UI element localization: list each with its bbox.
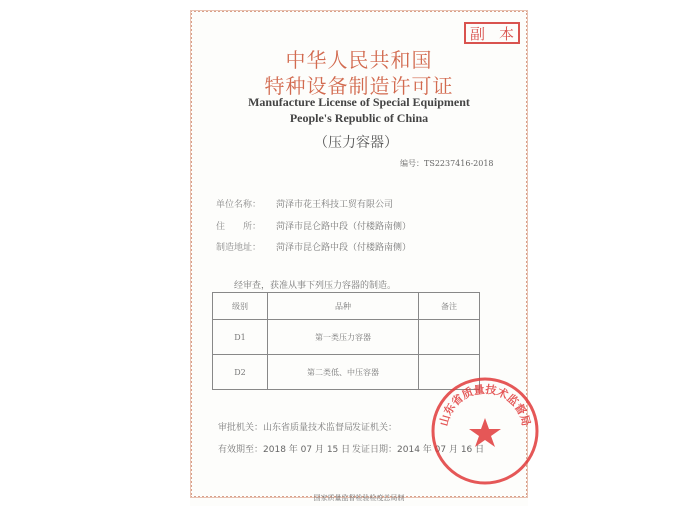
approval-authority-label: 审批机关： — [218, 423, 264, 433]
approval-authority — [218, 420, 353, 433]
title-en-line2: People's Republic of China — [289, 111, 429, 125]
official-seal-icon — [430, 376, 540, 486]
valid-until-value: 2018 年 07 月 15 日 — [263, 445, 351, 455]
field-label: 住 所： — [216, 222, 262, 232]
copy-stamp-char-2: 本 — [498, 24, 514, 43]
copy-stamp-char-1: 副 — [470, 24, 486, 43]
table-header-row — [213, 293, 480, 320]
approval-authority-value: 山东省质量技术监督局 — [263, 423, 354, 433]
table-row — [213, 320, 480, 355]
issue-date-value: 2014 年 07 月 16 日 — [397, 445, 485, 455]
cell-variety: 第一类压力容器 — [268, 320, 419, 355]
number-label: 编号： — [400, 159, 424, 168]
cell-level: D1 — [213, 320, 268, 355]
title-en-line1: Manufacture License of Special Equipment — [248, 95, 470, 109]
number-value: TS2237416-2018 — [424, 159, 494, 168]
field-address — [216, 219, 411, 232]
cell-level: D2 — [213, 355, 268, 390]
cell-variety: 第二类低、中压容器 — [268, 355, 419, 390]
valid-until-label: 有效期至： — [218, 445, 264, 455]
issuing-authority — [352, 420, 397, 433]
header-level: 级别 — [213, 293, 268, 320]
cell-remarks — [419, 320, 480, 355]
copy-stamp — [464, 22, 520, 44]
license-number — [400, 158, 494, 169]
issue-date-label: 发证日期： — [352, 445, 398, 455]
field-manufacturing-address — [216, 240, 411, 253]
header-remarks: 备注 — [419, 293, 480, 320]
field-value: 菏泽市昆仑路中段（付楼路南侧） — [276, 222, 412, 232]
field-company-name — [216, 197, 393, 210]
certificate — [190, 10, 533, 506]
field-value: 菏泽市昆仑路中段（付楼路南侧） — [276, 243, 412, 253]
field-label: 制造地址： — [216, 243, 262, 253]
header-variety: 品种 — [268, 293, 419, 320]
issuing-authority-label: 发证机关： — [352, 423, 398, 433]
title-cn-line1: 中华人民共和国 — [285, 48, 433, 72]
title-cn-line2: 特种设备制造许可证 — [264, 74, 454, 98]
svg-text:山东省质量技术监督局: 山东省质量技术监督局 — [437, 382, 533, 428]
approval-statement: 经审查，获准从事下列压力容器的制造。 — [234, 281, 397, 291]
issuer-footer: 国家质量监督检验检疫总局制 — [313, 494, 405, 502]
valid-until — [218, 442, 350, 455]
field-value: 菏泽市花王科技工贸有限公司 — [276, 200, 394, 210]
field-label: 单位名称： — [216, 200, 262, 210]
license-category: （压力容器） — [314, 135, 398, 151]
